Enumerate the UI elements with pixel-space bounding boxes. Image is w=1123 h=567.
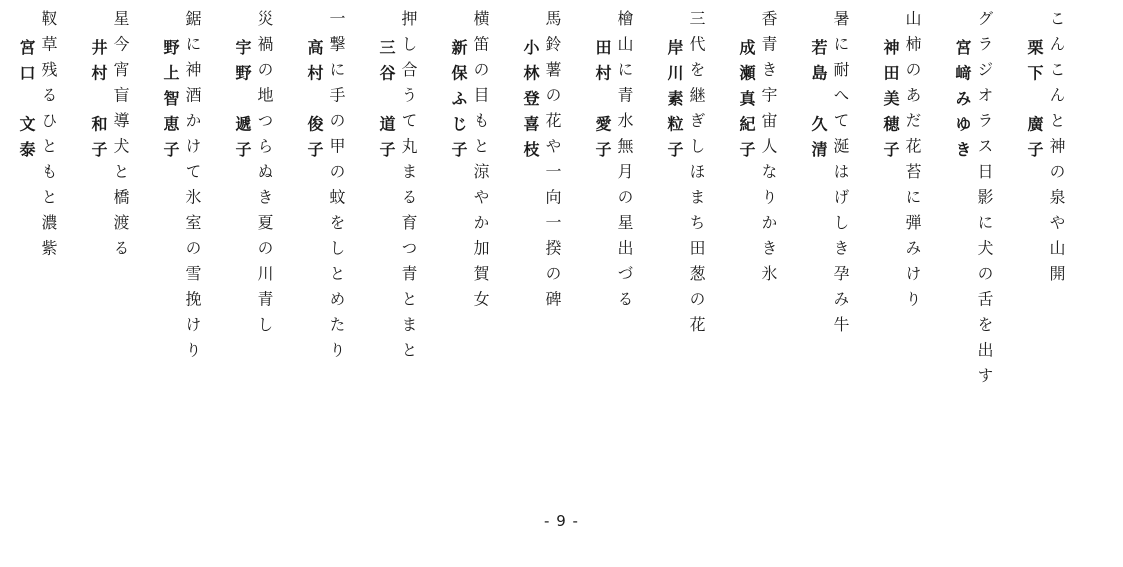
haiku-author: 岸川素粒子 (665, 39, 684, 167)
haiku-entry-2 (952, 10, 994, 393)
haiku-text: 山柿のあだ花苔に弾みけり (903, 10, 922, 316)
haiku-text: 檜山に青水無月の星出づる (615, 10, 634, 316)
haiku-author: 小林登喜枝 (521, 39, 540, 167)
haiku-entry-1 (1024, 10, 1066, 291)
haiku-text: 押し合うて丸まる育つ青とまと (399, 10, 418, 367)
haiku-entry-15 (16, 10, 58, 265)
haiku-entry-4 (808, 10, 850, 342)
page-number: - 9 - (544, 512, 579, 530)
haiku-text: 暑に耐へて涎はげしき孕み牛 (831, 10, 850, 342)
haiku-author: 三谷 道子 (377, 39, 396, 167)
haiku-text: 香青き宇宙人なりかき氷 (759, 10, 778, 291)
haiku-entry-14 (88, 10, 130, 265)
haiku-text: 馬鈴薯の花や一向一揆の碑 (543, 10, 562, 316)
haiku-author: 田村 愛子 (593, 39, 612, 167)
haiku-entry-9 (448, 10, 490, 316)
haiku-author: 若島 久清 (809, 39, 828, 167)
haiku-text: 三代を継ぎしほまち田葱の花 (687, 10, 706, 342)
haiku-entry-6 (664, 10, 706, 342)
haiku-entry-8 (520, 10, 562, 316)
haiku-author: 神田美穂子 (881, 39, 900, 167)
haiku-author: 高村 俊子 (305, 39, 324, 167)
haiku-text: 靫草残るひともと濃紫 (39, 10, 58, 265)
haiku-author: 宮﨑みゆき (953, 39, 972, 167)
haiku-text: 鋸に神酒かけて氷室の雪挽けり (183, 10, 202, 367)
haiku-author: 成瀬真紀子 (737, 39, 756, 167)
haiku-text: グラジオラス日影に犬の舌を出す (975, 10, 994, 393)
haiku-entry-10 (376, 10, 418, 367)
haiku-entry-12 (232, 10, 274, 342)
haiku-author: 宇野 遞子 (233, 39, 252, 167)
haiku-text: 災禍の地つらぬき夏の川青し (255, 10, 274, 342)
haiku-author: 新保ふじ子 (449, 39, 468, 167)
haiku-text: 一撃に手の甲の蚊をしとめたり (327, 10, 346, 367)
haiku-text: 横笛の目もと涼やか加賀女 (471, 10, 490, 316)
haiku-author: 栗下 廣子 (1025, 39, 1044, 167)
haiku-author: 井村 和子 (89, 39, 108, 167)
haiku-entry-5 (736, 10, 778, 291)
haiku-author: 宮口 文泰 (17, 39, 36, 167)
haiku-author: 野上智恵子 (161, 39, 180, 167)
haiku-text: こんこんと神の泉や山開 (1047, 10, 1066, 291)
haiku-entry-7 (592, 10, 634, 316)
haiku-entry-11 (304, 10, 346, 367)
haiku-entry-3 (880, 10, 922, 316)
haiku-entry-13 (160, 10, 202, 367)
haiku-text: 星今宵盲導犬と橋渡る (111, 10, 130, 265)
